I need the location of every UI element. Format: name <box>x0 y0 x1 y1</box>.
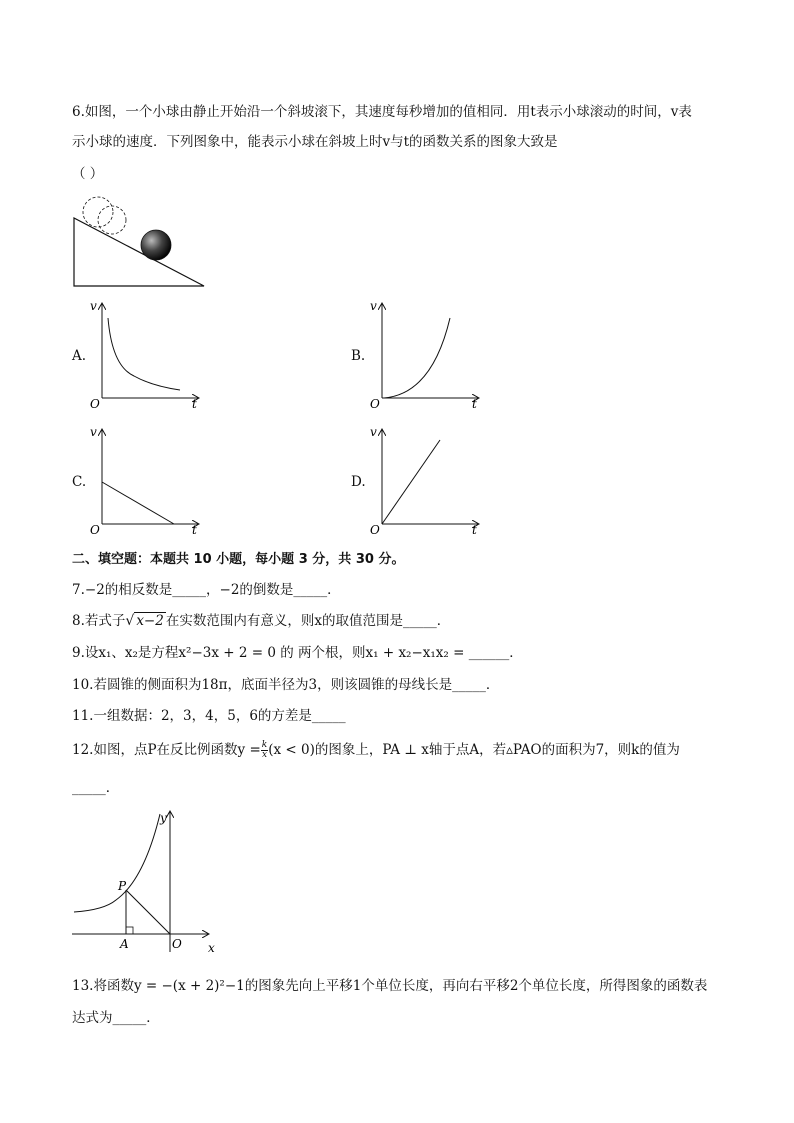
fig-a-label: A <box>120 937 129 951</box>
option-b-label: B. <box>351 348 366 364</box>
origin: O <box>90 397 100 411</box>
svg-text:v: v <box>370 299 377 313</box>
q9: 9.设x₁、x₂是方程x²−3x + 2 = 0 的 两个根，则x₁ + x₂−x₁x₂ = ______． <box>72 645 523 661</box>
svg-text:O: O <box>370 523 380 537</box>
q12-figure <box>68 806 228 956</box>
option-c-graph <box>86 422 206 542</box>
q13-line1: 13.将函数y = −(x + 2)²−1的图象先向上平移1个单位长度，再向右平移2个单位长度，所得图象的函数表 <box>72 978 708 994</box>
axis-t: t <box>192 397 197 411</box>
section2-header: 二、填空题：本题共 10 小题，每小题 3 分，共 30 分。 <box>72 552 405 567</box>
q6-line1: 6.如图，一个小球由静止开始沿一个斜坡滚下，其速度每秒增加的值相同．用t表示小球滚动的时间，v表 <box>72 104 692 120</box>
q6-answer-paren: （ ） <box>72 166 104 182</box>
q8: 8.若式子√ x−2 在实数范围内有意义，则x的取值范围是_____． <box>72 613 451 629</box>
svg-text:O: O <box>90 523 100 537</box>
option-d-label: D. <box>351 474 366 490</box>
option-d-graph <box>366 422 486 542</box>
fig-x-label: x <box>208 941 215 955</box>
option-c-label: C. <box>72 474 87 490</box>
q11: 11.一组数据：2，3，4，5，6的方差是_____ <box>72 708 346 724</box>
svg-text:O: O <box>370 397 380 411</box>
svg-text:t: t <box>192 523 197 537</box>
fig-y-label: y <box>160 811 167 825</box>
axis-v: v <box>90 299 97 313</box>
fig-p-label: P <box>118 879 127 893</box>
slope-ball-figure <box>70 190 210 290</box>
svg-text:v: v <box>370 425 377 439</box>
svg-text:v: v <box>90 425 97 439</box>
svg-text:t: t <box>472 397 477 411</box>
q7: 7.−2的相反数是_____，−2的倒数是_____． <box>72 582 341 598</box>
fig-o-label: O <box>172 937 182 951</box>
q13-line2: 达式为_____． <box>72 1010 160 1026</box>
option-b-graph <box>366 296 486 416</box>
option-a-label: A. <box>72 348 87 364</box>
q12: 12.如图，点P在反比例函数y = $\frac{k}{x}$ (x < 0)的图象上，PA ⊥ x轴于点A，若▵PAO的面积为7，则k的值为 <box>72 740 680 760</box>
q10: 10.若圆锥的侧面积为18π，底面半径为3，则该圆锥的母线长是_____． <box>72 677 500 693</box>
q6-line2: 示小球的速度．下列图象中，能表示小球在斜坡上时v与t的函数关系的图象大致是 <box>72 134 558 150</box>
svg-text:t: t <box>472 523 477 537</box>
option-a-graph <box>86 296 206 416</box>
q12-blank: _____． <box>72 780 120 796</box>
